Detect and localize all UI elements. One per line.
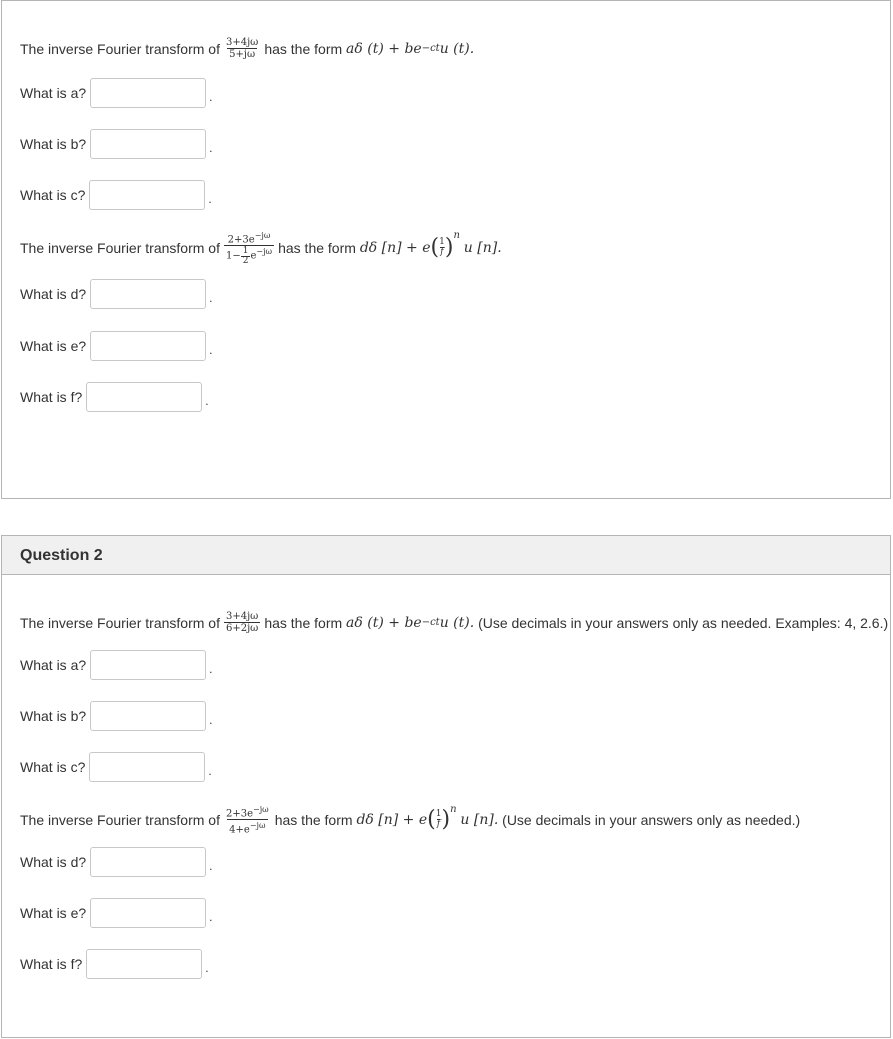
question-2-title: Question 2 (20, 547, 103, 564)
period: . (209, 859, 213, 873)
period: . (205, 961, 209, 975)
q1-fraction-1 (224, 37, 260, 60)
q1-ask-e-row (20, 331, 212, 361)
q1-has-form2-text: has the form (278, 239, 356, 256)
pow-den: f (436, 819, 441, 830)
q1-ask-e-label: What is e? (20, 338, 87, 354)
q1-answer-e-input[interactable] (90, 331, 206, 361)
q1-has-form-text: has the form (264, 40, 343, 57)
q1-answer-d-input[interactable] (90, 279, 206, 309)
q2-ask-b-label: What is b? (20, 708, 87, 724)
q1-intro2-text: The inverse Fourier transform of (20, 239, 220, 256)
period: . (208, 192, 212, 206)
half-den: 2 (242, 255, 249, 266)
q2-form-2: dδ [n] + e (356, 811, 428, 828)
period: . (209, 910, 213, 924)
q2-frac1-denominator: 6+2jω (225, 623, 259, 634)
q1-ask-d-row (20, 279, 212, 309)
q2-answer-e-input[interactable] (90, 898, 206, 928)
q2-ask-e-row (20, 898, 212, 928)
q2-form-1: aδ (t) + be (346, 614, 422, 631)
q1-ask-c-label: What is c? (20, 187, 86, 203)
q1-answer-a-input[interactable] (90, 78, 206, 108)
q1-ask-a-row (20, 78, 212, 108)
left-paren: ( (430, 234, 440, 260)
q2-ask-d-label: What is d? (20, 854, 87, 870)
q1-fraction-2 (224, 230, 274, 266)
q2-frac2-numerator-exponent: −jω (253, 805, 269, 814)
q2-ask-e-label: What is e? (20, 905, 87, 921)
q1-frac2-den-exponent: −jω (256, 247, 273, 257)
period: . (209, 662, 213, 676)
q1-answer-b-input[interactable] (90, 129, 206, 159)
q1-frac2-denominator: 1− (225, 250, 241, 262)
q2-note-2: (Use decimals in your answers only as needed.) (502, 811, 801, 828)
q2-intro-text: The inverse Fourier transform of (20, 614, 220, 631)
q2-ask-d-row (20, 847, 212, 877)
left-paren: ( (427, 806, 436, 832)
q2-statement-2 (20, 804, 800, 836)
question-2-header (2, 536, 890, 575)
q2-frac1-numerator: 3+4jω (225, 611, 259, 622)
q1-statement-2 (20, 230, 502, 266)
period: . (209, 90, 213, 104)
q1-form-1-tail: u (t). (439, 40, 475, 57)
q2-form-1-exponent: −ct (421, 617, 440, 628)
q2-note-1: (Use decimals in your answers only as needed. Examples: 4, 2.6.) (478, 614, 889, 631)
pow-den: f (440, 247, 444, 258)
q1-ask-a-label: What is a? (20, 85, 87, 101)
period: . (205, 394, 209, 408)
pow-num: 1 (435, 809, 442, 820)
q1-ask-b-label: What is b? (20, 136, 87, 152)
q1-frac2-numerator-exponent: −jω (254, 231, 271, 240)
q2-ask-b-row (20, 701, 212, 731)
q1-statement-1 (20, 37, 474, 60)
q1-frac2-numerator: 2+3e (227, 234, 255, 246)
q2-frac2-den-exponent: −jω (249, 821, 266, 831)
q1-frac1-numerator: 3+4jω (225, 37, 259, 48)
period: . (209, 343, 213, 357)
q1-frac1-denominator: 5+jω (229, 49, 256, 60)
q2-ask-c-label: What is c? (20, 759, 86, 775)
q2-frac2-numerator: 2+3e (225, 808, 253, 820)
half-num: 1 (242, 245, 249, 256)
q2-ask-f-label: What is f? (20, 956, 83, 972)
period: . (208, 764, 212, 778)
period: . (209, 291, 213, 305)
q2-answer-d-input[interactable] (90, 847, 206, 877)
q2-form-2-tail: u [n]. (460, 811, 499, 828)
q2-intro2-text: The inverse Fourier transform of (20, 811, 220, 828)
question-2-panel (1, 535, 891, 1038)
period: . (209, 141, 213, 155)
q1-half-fraction (241, 247, 251, 266)
q1-form-2-tail: u [n]. (463, 239, 502, 256)
q1-ask-b-row (20, 129, 212, 159)
q2-answer-f-input[interactable] (86, 949, 202, 979)
q2-answer-a-input[interactable] (90, 650, 206, 680)
q2-form2-exponent: n (450, 804, 457, 815)
q1-answer-c-input[interactable] (89, 180, 205, 210)
q1-frac2-den-tail: e (250, 250, 257, 262)
q1-ask-f-row (20, 382, 209, 412)
right-paren: ) (441, 806, 451, 832)
q1-form-2: dδ [n] + e (359, 239, 431, 256)
q2-ask-a-label: What is a? (20, 657, 87, 673)
q2-form-1-tail: u (t). (439, 614, 475, 631)
q2-fraction-2 (224, 804, 271, 836)
period: . (209, 713, 213, 727)
q1-ask-c-row (20, 180, 212, 210)
q2-ask-c-row (20, 752, 212, 782)
q2-fraction-1 (224, 611, 260, 634)
q2-has-form-text: has the form (264, 614, 343, 631)
q1-intro-text: The inverse Fourier transform of (20, 40, 220, 57)
q1-form-1: aδ (t) + be (346, 40, 422, 57)
q2-frac2-denominator: 4+e (229, 824, 250, 836)
question-1-panel (1, 0, 891, 499)
q2-has-form2-text: has the form (274, 811, 353, 828)
pow-num: 1 (439, 237, 445, 248)
q2-answer-b-input[interactable] (90, 701, 206, 731)
right-paren: ) (444, 234, 454, 260)
q2-statement-1 (20, 611, 888, 634)
q1-ask-d-label: What is d? (20, 286, 87, 302)
q1-answer-f-input[interactable] (86, 382, 202, 412)
q2-ask-a-row (20, 650, 212, 680)
q2-answer-c-input[interactable] (89, 752, 205, 782)
q1-form-1-exponent: −ct (421, 43, 440, 54)
q1-ask-f-label: What is f? (20, 389, 83, 405)
q1-form2-exponent: n (453, 230, 460, 241)
q2-ask-f-row (20, 949, 209, 979)
